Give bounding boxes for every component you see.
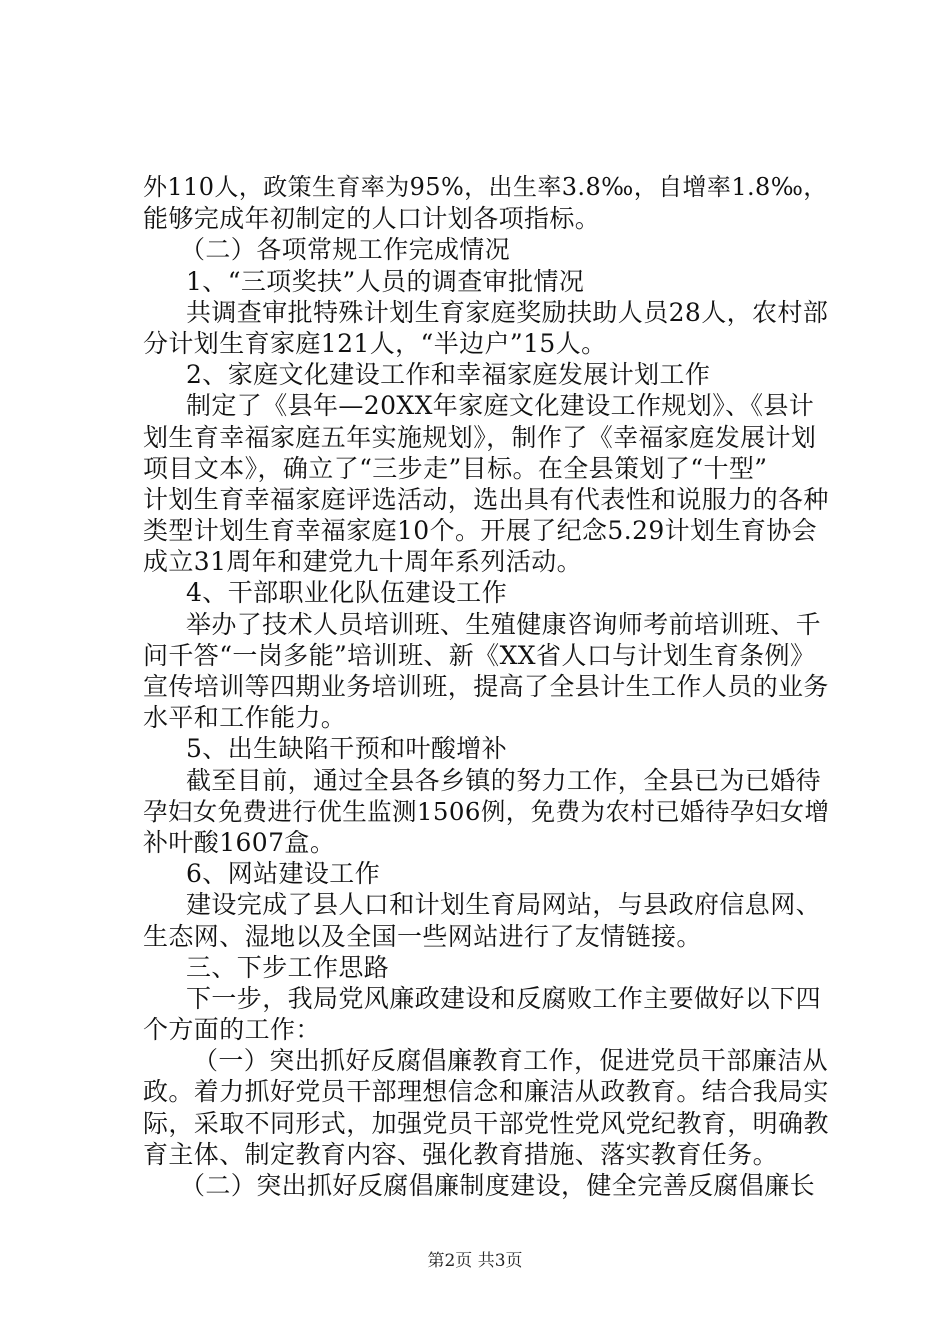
text-line: （一）突出抓好反腐倡廉教育工作，促进党员干部廉洁从 (193, 1046, 829, 1076)
page-number: 第2页 共3页 (427, 1251, 523, 1271)
text-line: 截至目前，通过全县各乡镇的努力工作，全县已为已婚待 (186, 765, 822, 795)
sub-heading: 2、家庭文化建设工作和幸福家庭发展计划工作 (186, 360, 711, 390)
text-line: 补叶酸1607盒。 (143, 827, 336, 857)
sub-heading: 4、干部职业化队伍建设工作 (186, 578, 508, 608)
text-line: （二）突出抓好反腐倡廉制度建设，健全完善反腐倡廉长 (180, 1171, 816, 1200)
text-line: 政。着力抓好党员干部理想信念和廉洁从政教育。结合我局实 (143, 1077, 829, 1107)
text-line: 外110人，政策生育率为95%，出生率3.8‰，自增率1.8‰， (143, 173, 828, 201)
text-line: 育主体、制定教育内容、强化教育措施、落实教育任务。 (143, 1139, 779, 1169)
page-footer (0, 1251, 950, 1271)
text-line: 下一步，我局党风廉政建设和反腐败工作主要做好以下四 (186, 983, 822, 1013)
text-line: 计划生育幸福家庭评选活动，选出具有代表性和说服力的各种 (143, 484, 829, 514)
text-line: 宣传培训等四期业务培训班，提高了全县计生工作人员的业务 (143, 672, 829, 701)
sub-heading: 1、“三项奖扶”人员的调查审批情况 (186, 266, 585, 296)
text-line: 个方面的工作： (143, 1015, 321, 1045)
text-line: 类型计划生育幸福家庭10个。开展了纪念5.29计划生育协会 (143, 516, 818, 546)
document-body (143, 172, 833, 1201)
text-line: 共调查审批特殊计划生育家庭奖励扶助人员28人，农村部 (186, 297, 829, 327)
text-line: 建设完成了县人口和计划生育局网站，与县政府信息网、 (186, 890, 822, 920)
text-line: 项目文本》，确立了“三步走”目标。在全县策划了“十型” (143, 453, 768, 483)
text-line: 划生育幸福家庭五年实施规划》，制作了《幸福家庭发展计划 (143, 422, 817, 452)
text-line: 问千答“一岗多能”培训班、新《XX省人口与计划生育条例》 (143, 640, 816, 670)
sub-heading: 6、网站建设工作 (186, 859, 381, 889)
text-line: 生态网、湿地以及全国一些网站进行了友情链接。 (143, 921, 702, 951)
text-line: 孕妇女免费进行优生监测1506例，免费为农村已婚待孕妇女增 (143, 796, 830, 826)
text-line: 制定了《县年—20XX年家庭文化建设工作规划》、《县计 (186, 391, 815, 421)
section-heading: （二）各项常规工作完成情况 (180, 235, 511, 265)
section-heading: 三、下步工作思路 (186, 952, 390, 982)
text-line: 举办了技术人员培训班、生殖健康咨询师考前培训班、千 (186, 609, 822, 639)
sub-heading: 5、出生缺陷干预和叶酸增补 (186, 734, 508, 764)
text-line: 能够完成年初制定的人口计划各项指标。 (143, 204, 601, 234)
text-line: 水平和工作能力。 (143, 703, 347, 733)
text-line: 成立31周年和建党九十周年系列活动。 (143, 547, 583, 577)
text-line: 分计划生育家庭121人，“半边户”15人。 (143, 328, 607, 358)
text-line: 际，采取不同形式，加强党员干部党性党风党纪教育，明确教 (143, 1108, 829, 1138)
